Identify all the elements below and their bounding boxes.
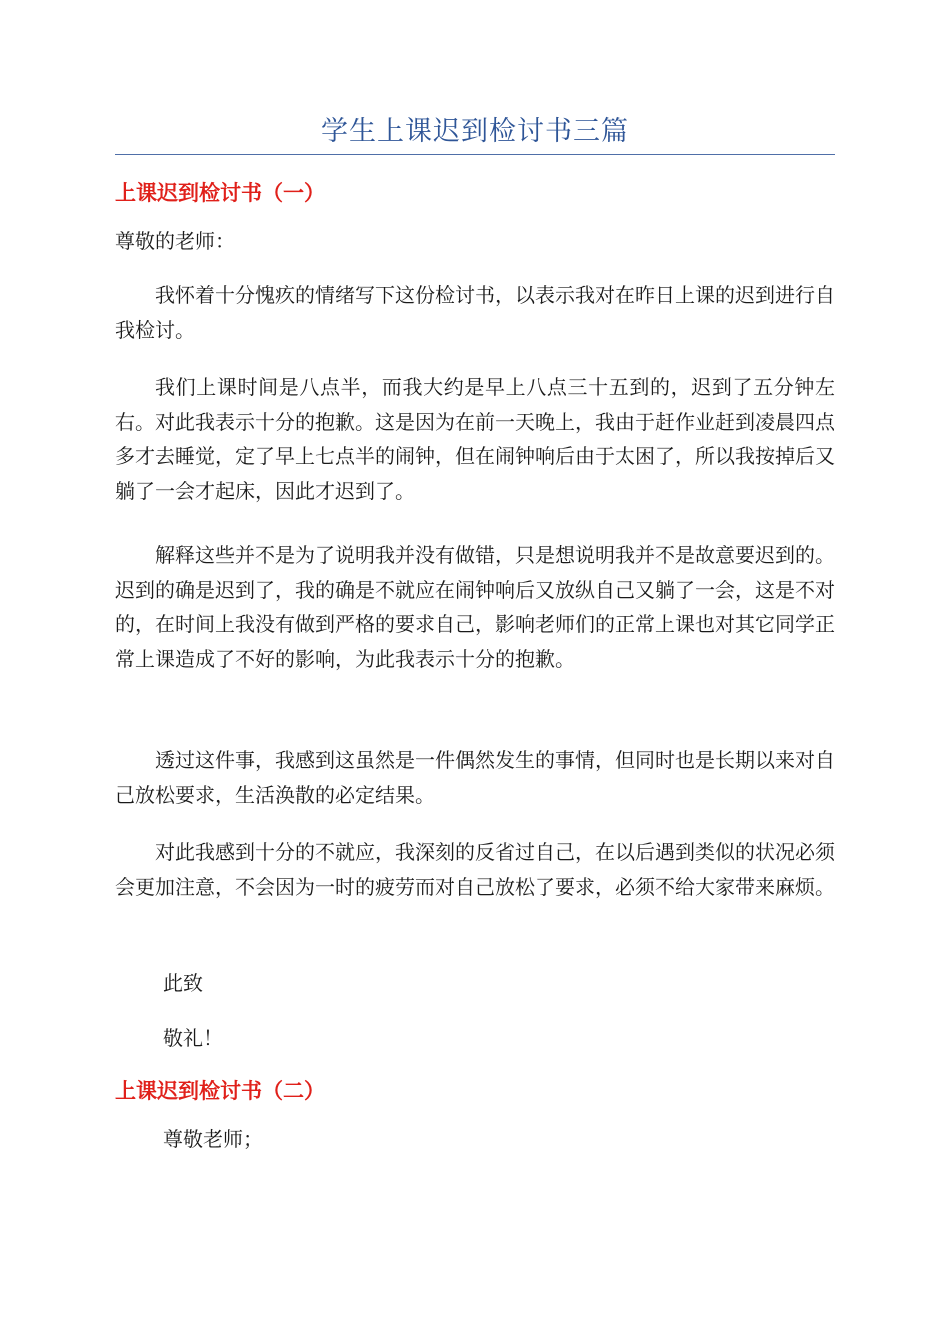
- paragraph-3: 解释这些并不是为了说明我并没有做错，只是想说明我并不是故意要迟到的。迟到的确是迟到了，我的确是不就应在闹钟响后又放纵自己又躺了一会，这是不对的，在时间上我没有做到严格的要求自己，影响老师们的正常上课也对其它同学正常上课造成了不好的影响，为此我表示十分的抱歉。: [115, 543, 835, 671]
- paragraph-5: 对此我感到十分的不就应，我深刻的反省过自己，在以后遇到类似的状况必须会更加注意，不会因为一时的疲劳而对自己放松了要求，必须不给大家带来麻烦。: [115, 840, 835, 899]
- paragraph-2: 我们上课时间是八点半，而我大约是早上八点三十五到的，迟到了五分钟左右。对此我表示十分的抱歉。这是因为在前一天晚上，我由于赶作业赶到凌晨四点多才去睡觉，定了早上七点半的闹钟，但在闹钟响后由于太困了，所以我按掉后又躺了一会才起床，因此才迟到了。: [115, 375, 835, 503]
- title-divider: [115, 154, 835, 155]
- document-title: 学生上课迟到检讨书三篇: [321, 116, 629, 147]
- paragraph-4: 透过这件事，我感到这虽然是一件偶然发生的事情，但同时也是长期以来对自己放松要求，生活涣散的必定结果。: [115, 748, 835, 807]
- closing-cizhi: 此致: [163, 971, 203, 995]
- salutation-2: 尊敬老师；: [163, 1127, 263, 1151]
- salutation-1: 尊敬的老师：: [115, 229, 235, 253]
- section-heading-1: 上课迟到检讨书（一）: [115, 181, 325, 205]
- closing-jingli: 敬礼！: [163, 1026, 223, 1050]
- paragraph-1: 我怀着十分愧疚的情绪写下这份检讨书，以表示我对在昨日上课的迟到进行自我检讨。: [115, 283, 835, 342]
- section-heading-2: 上课迟到检讨书（二）: [115, 1079, 325, 1103]
